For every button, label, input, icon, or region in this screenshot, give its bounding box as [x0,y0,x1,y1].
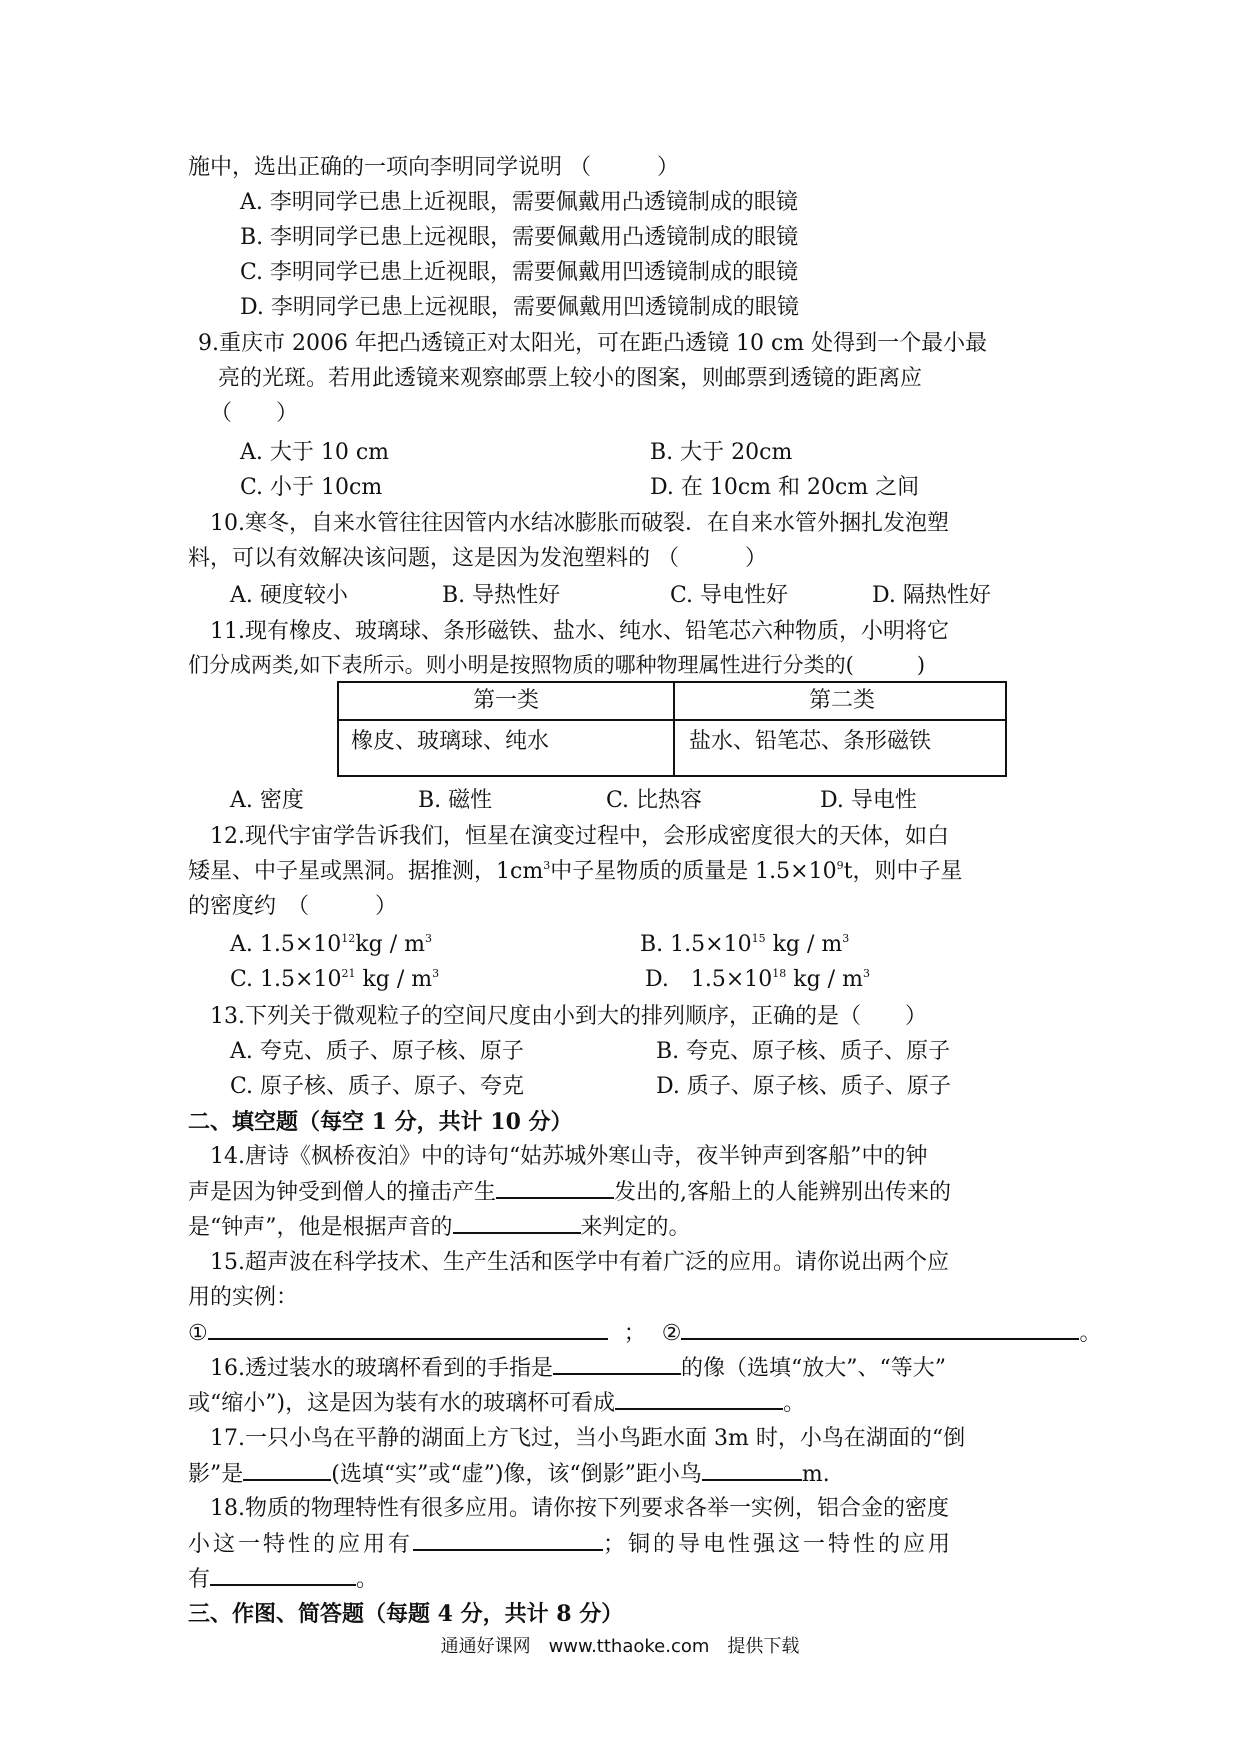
q16-text: 16.透过装水的玻璃杯看到的手指是 [210,1356,553,1381]
q14-blank-1[interactable] [496,1177,614,1199]
option-label: D. 1.5×10 [645,967,773,992]
q12-line3: 的密度约 （ ） [188,894,398,919]
q10-option-a: A. 硬度较小 [230,583,348,608]
page-footer: 通通好课网 www.tthaoke.com 提供下载 [440,1636,800,1657]
q18-line1: 18.物质的物理特性有很多应用。请你按下列要求各举一实例，铝合金的密度 [210,1496,949,1521]
q17-text: m. [801,1462,830,1487]
option-unit: kg / m [786,967,863,992]
q16-blank-1[interactable] [553,1353,681,1375]
q9-option-c: C. 小于 10cm [240,475,383,500]
q11-option-b: B. 磁性 [418,788,493,813]
option-unit-exponent: 3 [424,932,432,945]
q14-text: 发出的,客船上的人能辨别出传来的 [614,1180,952,1205]
option-unit: kg / m [355,967,433,992]
q12-line2 [188,857,962,887]
q12-superscript: 9 [836,859,844,872]
q9-line2: 亮的光斑。若用此透镜来观察邮票上较小的图案，则邮票到透镜的距离应 [218,366,923,391]
section-heading-fill-in: 二、填空题（每空 1 分，共计 10 分） [188,1109,573,1135]
q18-text: 小这一特性的应用有 [188,1532,414,1557]
option-unit-exponent: 3 [842,932,850,945]
q8-option-b: B. 李明同学已患上远视眼，需要佩戴用凸透镜制成的眼镜 [240,225,799,250]
table-divider [339,719,1005,721]
table-header-1: 第一类 [472,688,539,713]
classification-table [337,681,1007,777]
q12-superscript: 3 [543,859,551,872]
q8-option-d: D. 李明同学已患上远视眼，需要佩戴用凹透镜制成的眼镜 [240,295,799,320]
q12-line2-text: 矮星、中子星或黑洞。据推测，1cm [188,859,544,884]
q13-option-b: B. 夸克、原子核、质子、原子 [656,1039,951,1064]
q14-line2 [188,1177,951,1208]
q15-blank-1[interactable] [208,1318,608,1340]
q12-option-c [230,965,439,995]
q11-option-c: C. 比热容 [606,788,703,813]
q15-blank-2[interactable] [681,1318,1079,1340]
q12-option-b [640,930,849,960]
section-heading-drawing: 三、作图、简答题（每题 4 分，共计 8 分） [188,1601,624,1627]
q10-option-b: B. 导热性好 [442,583,561,608]
table-cell-1: 橡皮、玻璃球、纯水 [351,729,550,754]
q13-option-d: D. 质子、原子核、质子、原子 [656,1074,951,1099]
option-label: A. 1.5×10 [230,932,342,957]
q10-option-c: C. 导电性好 [670,583,789,608]
q11-option-d: D. 导电性 [820,788,917,813]
q15-marker-1: ① [188,1321,208,1346]
q14-line3 [188,1212,691,1243]
q17-line1: 17.一只小鸟在平静的湖面上方飞过，当小鸟距水面 3m 时，小鸟在湖面的“倒 [210,1426,966,1451]
q18-line3 [188,1564,378,1595]
q18-blank-2[interactable] [210,1564,356,1586]
q16-text: 或“缩小”)，这是因为装有水的玻璃杯可看成 [188,1391,616,1416]
option-unit: kg / m [355,932,425,957]
q15-line2: 用的实例： [188,1285,299,1310]
q8-option-c: C. 李明同学已患上近视眼，需要佩戴用凹透镜制成的眼镜 [240,260,799,285]
q13-option-a: A. 夸克、质子、原子核、原子 [230,1039,524,1064]
q9-option-b: B. 大于 20cm [650,440,793,465]
q10-line1: 10.寒冬，自来水管往往因管内水结冰膨胀而破裂．在自来水管外捆扎发泡塑 [210,511,949,536]
q9-line1: 9.重庆市 2006 年把凸透镜正对太阳光，可在距凸透镜 10 cm 处得到一个最小最 [198,331,988,356]
q17-text: (选填“实”或“虚”)像，该“倒影”距小鸟 [331,1462,702,1487]
option-exponent: 15 [751,932,766,945]
q12-line2-text: t，则中子星 [843,859,963,884]
q14-line1: 14.唐诗《枫桥夜泊》中的诗句“姑苏城外寒山寺，夜半钟声到客船”中的钟 [210,1144,928,1169]
q10-option-d: D. 隔热性好 [872,583,991,608]
q9-line3: （ ） [210,401,299,426]
q11-line1: 11.现有橡皮、玻璃球、条形磁铁、盐水、纯水、铅笔芯六种物质，小明将它 [210,619,949,644]
q12-option-d [645,965,870,995]
q9-option-d: D. 在 10cm 和 20cm 之间 [650,475,920,500]
q11-line2: 们分成两类,如下表所示。则小明是按照物质的哪种物理属性进行分类的( ) [188,653,926,677]
option-unit: kg / m [765,932,843,957]
q15-end: 。 [1079,1321,1102,1346]
q18-line2 [188,1529,953,1560]
q17-text: 影”是 [188,1462,244,1487]
q15-separator: ； [623,1321,646,1346]
q16-text: 。 [783,1391,806,1416]
q17-line2 [188,1459,830,1490]
q17-blank-2[interactable] [702,1459,802,1481]
q16-line1 [210,1353,946,1384]
q13-option-c: C. 原子核、质子、原子、夸克 [230,1074,525,1099]
q18-blank-1[interactable] [413,1529,603,1551]
q12-line2-text: 中子星物质的质量是 1.5×10 [550,859,837,884]
q13-line1: 13.下列关于微观粒子的空间尺度由小到大的排列顺序，正确的是（ ） [210,1004,927,1029]
q14-text: 是“钟声”，他是根据声音的 [188,1215,453,1240]
q17-blank-1[interactable] [243,1459,331,1481]
q16-line2 [188,1388,805,1419]
q16-blank-2[interactable] [615,1388,783,1410]
q11-option-a: A. 密度 [230,788,304,813]
option-exponent: 18 [772,967,787,980]
q18-text: 。 [356,1567,379,1592]
q9-option-a: A. 大于 10 cm [240,440,390,465]
table-header-2: 第二类 [808,688,875,713]
q15-answers [188,1318,1102,1349]
q12-option-a [230,930,432,960]
q18-text: ；铜的导电性强这一特性的应用 [603,1532,954,1557]
q15-marker-2: ② [661,1321,682,1346]
table-cell-2: 盐水、铅笔芯、条形磁铁 [689,729,932,754]
option-unit-exponent: 3 [432,967,440,980]
q14-text: 来判定的。 [580,1215,691,1240]
q12-line1: 12.现代宇宙学告诉我们，恒星在演变过程中，会形成密度很大的天体，如白 [210,824,949,849]
option-label: B. 1.5×10 [640,932,752,957]
option-exponent: 21 [341,967,356,980]
q16-text: 的像（选填“放大”、“等大” [681,1356,946,1381]
q14-text: 声是因为钟受到僧人的撞击产生 [188,1180,497,1205]
q18-text: 有 [188,1567,211,1592]
q8-option-a: A. 李明同学已患上近视眼，需要佩戴用凸透镜制成的眼镜 [240,190,798,215]
q10-line2: 料，可以有效解决该问题，这是因为发泡塑料的 （ ） [188,546,767,571]
q15-line1: 15.超声波在科学技术、生产生活和医学中有着广泛的应用。请你说出两个应 [210,1250,949,1275]
option-unit-exponent: 3 [862,967,870,980]
option-label: C. 1.5×10 [230,967,342,992]
q8-stem: 施中，选出正确的一项向李明同学说明 （ ） [188,155,679,180]
option-exponent: 12 [341,932,356,945]
q14-blank-2[interactable] [453,1212,581,1234]
